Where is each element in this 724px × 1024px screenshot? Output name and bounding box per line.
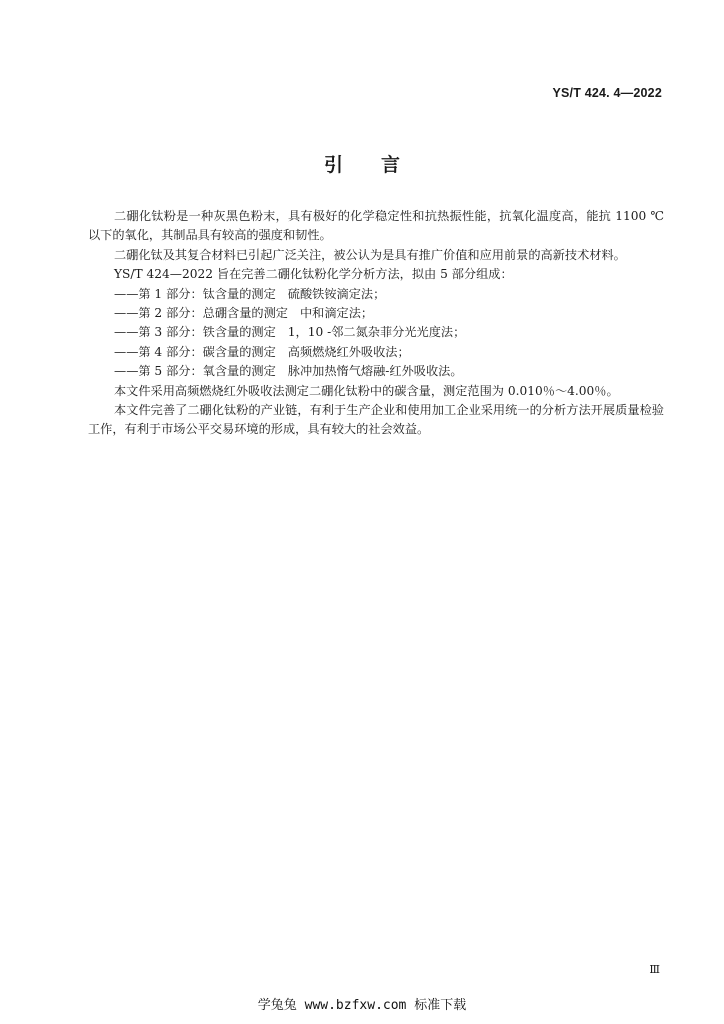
part-list-item — [88, 285, 664, 304]
closing-paragraph-1: 本文件采用高频燃烧红外吸收法测定二硼化钛粉中的碳含量，测定范围为 0.010％～4.00％。 — [114, 383, 619, 398]
part-label: ——第 2 部分：总硼含量的测定 — [114, 306, 288, 321]
part-method: 脉冲加热惰气熔融-红外吸收法。 — [287, 364, 463, 379]
standard-code: YS/T 424. 4—2022 — [552, 86, 662, 100]
part-label: ——第 1 部分：钛含量的测定 — [114, 286, 276, 301]
intro-paragraph-2: 二硼化钛及其复合材料已引起广泛关注，被公认为是具有推广价值和应用前景的高新技术材料。 — [114, 247, 626, 262]
part-method: 1，10 -邻二氮杂菲分光光度法； — [287, 325, 466, 340]
document-body — [88, 207, 664, 440]
part-method: 高频燃烧红外吸收法； — [287, 344, 410, 359]
part-list-item — [88, 323, 664, 342]
part-list-item — [88, 304, 664, 323]
part-label: ——第 3 部分：铁含量的测定 — [114, 325, 276, 340]
page-number: Ⅲ — [649, 963, 660, 976]
page-title: 引言 — [323, 154, 438, 176]
part-list-item — [88, 362, 664, 381]
part-method: 硫酸铁铵滴定法； — [287, 286, 386, 301]
closing-paragraph-2: 本文件完善了二硼化钛粉的产业链，有利于生产企业和使用加工企业采用统一的分析方法开展质量检验工作，有利于市场公平交易环境的形成，具有较大的社会效益。 — [88, 403, 664, 437]
part-label: ——第 5 部分：氧含量的测定 — [114, 364, 276, 379]
intro-paragraph-1: 二硼化钛粉是一种灰黑色粉末，具有极好的化学稳定性和抗热振性能，抗氧化温度高，能抗 1100 ℃以下的氧化，其制品具有较高的强度和韧性。 — [88, 209, 664, 243]
part-list-item — [88, 343, 664, 362]
footer-watermark: 学兔兔 www.bzfxw.com 标准下载 — [257, 998, 467, 1013]
part-method: 中和滴定法； — [299, 306, 374, 321]
part-label: ——第 4 部分：碳含量的测定 — [114, 344, 276, 359]
intro-paragraph-3: YS/T 424—2022 旨在完善二硼化钛粉化学分析方法，拟由 5 部分组成： — [114, 267, 513, 282]
